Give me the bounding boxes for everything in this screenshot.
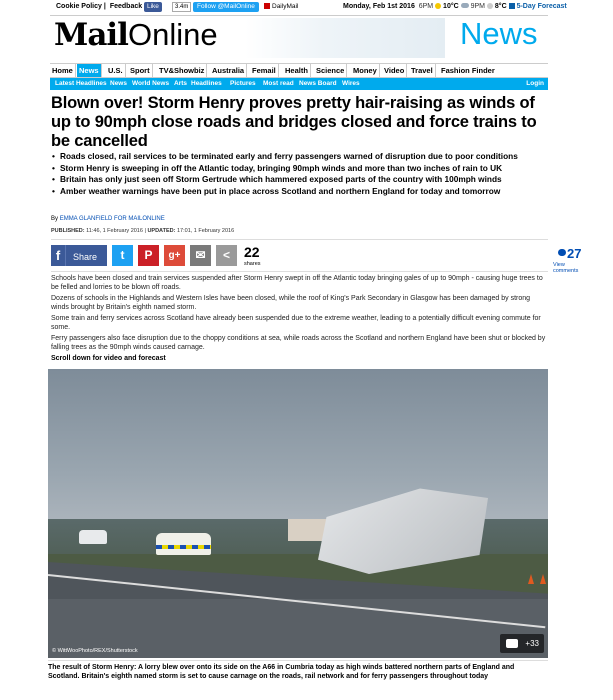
shares-label: shares [244, 261, 261, 267]
published-time: 11:46, 1 February 2016 [86, 228, 143, 234]
nav-item-home[interactable]: Home [50, 64, 76, 77]
login-link[interactable]: Login [526, 80, 544, 87]
cookie-policy-link[interactable]: Cookie Policy [56, 3, 102, 10]
photo-caption: The result of Storm Henry: A lorry blew over onto its side on the A66 in Cumbria today as high winds battered northern parts of England and Scotland. Britain's eighth named storm is set to cause carnage on the roads, rail network and for ferry passengers throughout today [48, 664, 515, 680]
facebook-share-button[interactable] [51, 245, 107, 266]
nav-item-video[interactable]: Video [382, 64, 407, 77]
section-title: News [460, 16, 538, 51]
article-paragraph: Some train and ferry services across Scotland have already been suspended due to the extreme weather, leading to a potentially difficult evening commute for some. [51, 315, 541, 331]
subnav-latest-headlines[interactable]: Latest Headlines [55, 80, 107, 87]
twitter-share-button[interactable] [112, 245, 133, 266]
dailymail-label: DailyMail [272, 3, 299, 10]
author-link[interactable]: EMMA GLANFIELD FOR MAILONLINE [59, 216, 165, 222]
article-body [51, 275, 546, 367]
weather-9pm-temp: 8°C [494, 3, 507, 10]
bullet-point: • Amber weather warnings have been put in place across Scotland and northern England for today and tomorrow [51, 186, 546, 197]
nav-item-sport[interactable]: Sport [128, 64, 153, 77]
cloud-icon [461, 3, 469, 8]
article-photo[interactable] [48, 369, 548, 658]
camera-icon [506, 639, 518, 648]
subnav-pictures[interactable]: Pictures [230, 80, 256, 87]
nav-item-money[interactable]: Money [351, 64, 380, 77]
utility-separator: | [103, 3, 106, 10]
comment-icon [558, 249, 566, 256]
photo-car [79, 530, 107, 544]
bullet-point: • Roads closed, rail services to be terminated early and ferry passengers warned of disruption due to poor conditions [51, 151, 546, 162]
police-car-stripe [156, 545, 211, 549]
facebook-like-count: 3.4m [172, 2, 191, 12]
more-share-button[interactable] [216, 245, 237, 266]
twitter-follow-button[interactable]: Follow @MailOnline [193, 2, 259, 12]
main-nav [50, 63, 548, 78]
nav-item-australia[interactable]: Australia [210, 64, 247, 77]
nav-item-science[interactable]: Science [314, 64, 347, 77]
facebook-share-label: Share [73, 252, 98, 262]
byline-prefix: By [51, 216, 59, 222]
nav-item-tvshowbiz[interactable]: TV&Showbiz [157, 64, 207, 77]
moon-icon [487, 3, 493, 9]
logo-online: Online [127, 17, 218, 52]
comments-count[interactable]: 27 [567, 246, 582, 261]
subnav-news[interactable]: News [110, 80, 127, 87]
weather-now-temp: 10°C [443, 3, 459, 10]
facebook-icon: f [51, 245, 66, 266]
photo-credit: © WittWooPhoto/REX/Shutterstock [52, 648, 138, 654]
nav-item-fashion-finder[interactable]: Fashion Finder [441, 66, 495, 75]
date-weather [343, 3, 567, 10]
masthead-decoration [245, 18, 445, 58]
nav-item-femail[interactable]: Femail [250, 64, 279, 77]
weather-now-label: 6PM [418, 3, 434, 10]
share-bar [51, 239, 582, 274]
bullet-point: • Storm Henry is sweeping in off the Atlantic today, bringing 90mph winds and more than two inches of rain to UK [51, 163, 546, 174]
googleplus-icon: g+ [168, 250, 181, 261]
byline [51, 216, 165, 222]
feedback-link[interactable]: Feedback [109, 3, 143, 10]
subnav-wires[interactable]: Wires [342, 80, 360, 87]
view-comments-link[interactable]: View comments [553, 262, 579, 274]
published-label: PUBLISHED: [51, 228, 85, 234]
pinterest-icon: P [144, 248, 153, 262]
current-date: Monday, Feb 1st 2016 [343, 3, 415, 10]
dailymail-icon [264, 3, 270, 9]
nav-item-travel[interactable]: Travel [409, 64, 436, 77]
sun-icon [435, 3, 441, 9]
logo-mail: Mail [54, 17, 128, 53]
article-paragraph: Dozens of schools in the Highlands and Western Isles have been closed, while the roof of King's Park Secondary in Glasgow has been damaged by strong winds brought by Britain's eighth named storm. [51, 295, 531, 311]
googleplus-share-button[interactable] [164, 245, 185, 266]
share-icon: < [222, 248, 230, 262]
article-paragraph: Ferry passengers also face disruption due to the choppy conditions at sea, while roads across the Scotland and northern England have been shut or blocked by falling trees as the 90mph winds caused carnage. [51, 335, 546, 351]
forecast-icon [509, 3, 515, 9]
photo-police-car [156, 533, 211, 555]
photo-building [288, 519, 328, 541]
gallery-count: +33 [525, 639, 539, 648]
subnav-news-board[interactable]: News Board [299, 80, 337, 87]
subnav-most-read[interactable]: Most read [263, 80, 294, 87]
pinterest-share-button[interactable] [138, 245, 159, 266]
scroll-note: Scroll down for video and forecast [51, 355, 166, 362]
updated-label: UPDATED: [147, 228, 176, 234]
article-bullets [51, 151, 546, 197]
caption-divider [48, 660, 548, 661]
nav-item-us[interactable]: U.S. [106, 64, 126, 77]
facebook-like-label: Like [147, 3, 159, 10]
subnav-world-news[interactable]: World News [132, 80, 170, 87]
utility-links [56, 3, 144, 10]
nav-item-news[interactable]: News [77, 64, 102, 77]
updated-time: 17:01, 1 February 2016 [176, 228, 235, 234]
sub-nav [50, 78, 548, 90]
gallery-count-button[interactable] [500, 634, 544, 653]
forecast-link[interactable]: 5-Day Forecast [516, 3, 567, 10]
shares-count: 22 [244, 244, 260, 260]
subnav-arts[interactable]: Arts [174, 80, 188, 87]
subnav-headlines[interactable]: Headlines [191, 80, 222, 87]
dailymail-link[interactable] [264, 3, 298, 10]
email-share-button[interactable] [190, 245, 211, 266]
bullet-point: • Britain has only just seen off Storm Gertrude which hammered exposed parts of the country with 100mph winds [51, 174, 546, 185]
facebook-like-button[interactable] [144, 2, 162, 12]
publish-info: PUBLISHED: 11:46, 1 February 2016 | UPDATED: 17:01, 1 February 2016 [51, 228, 235, 234]
top-utility-bar [0, 0, 613, 15]
article-paragraph: Schools have been closed and train services suspended after Storm Henry swept in off the Atlantic today bringing gales of up to 90mph - causing huge trees to be felled and lorries to be blown off roads. [51, 275, 543, 291]
site-logo[interactable] [54, 18, 218, 52]
article-headline: Blown over! Storm Henry proves pretty hair-raising as winds of up to 90mph close roads and bridges closed and force trains to be cancelled [51, 94, 537, 150]
nav-item-health[interactable]: Health [283, 64, 311, 77]
email-icon: ✉ [195, 248, 206, 262]
twitter-icon: t [120, 248, 125, 262]
weather-9pm-label: 9PM [470, 3, 485, 10]
